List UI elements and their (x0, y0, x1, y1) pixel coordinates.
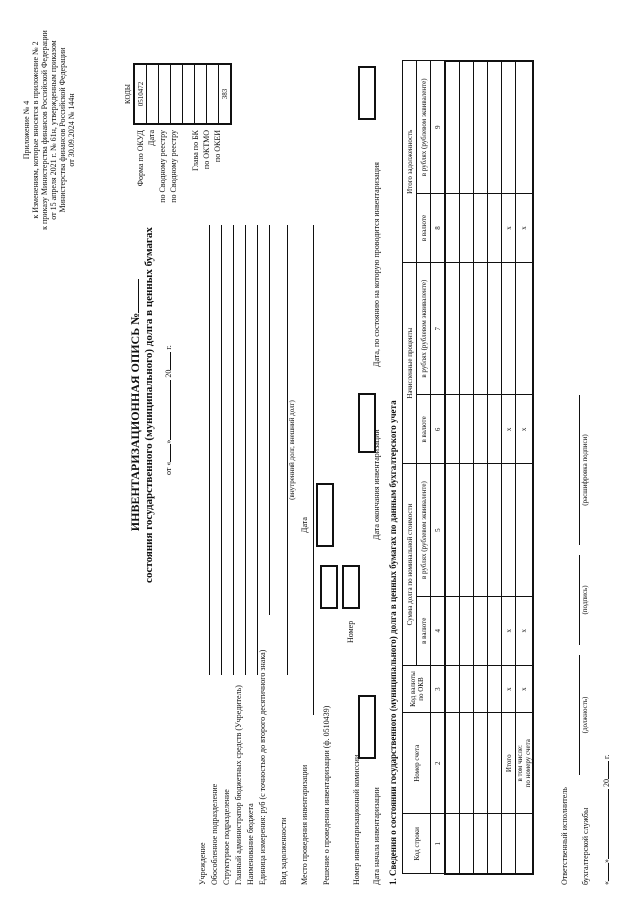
appendix-line: к приказу Министерства финансов Российской Федерации (40, 30, 49, 230)
cell[interactable] (445, 464, 460, 596)
appendix-line: от 30.09.2024 № 144н (67, 93, 76, 167)
sign-line[interactable] (569, 555, 580, 645)
cell[interactable] (445, 713, 460, 814)
col-sub-currency: в валюте (417, 395, 431, 464)
col-num: 8 (431, 194, 446, 263)
cell[interactable] (474, 194, 488, 263)
cell[interactable] (474, 395, 488, 464)
cell[interactable] (488, 262, 502, 394)
cell[interactable] (488, 61, 502, 194)
field-row (210, 225, 222, 885)
state-date-label: Дата, по состоянию на которую проводится инвентаризация (372, 162, 381, 367)
decision-date-label: Дата (300, 517, 309, 533)
including-label (516, 713, 534, 814)
code-label: по ОКЕИ (213, 130, 222, 163)
cell[interactable] (460, 713, 474, 814)
cell[interactable] (502, 814, 516, 874)
decision-number-box[interactable] (320, 565, 338, 609)
total-label (502, 713, 516, 814)
field-line[interactable] (222, 225, 234, 675)
okei-code: 383 (219, 64, 232, 124)
cell-x: x (516, 596, 534, 665)
cell[interactable] (445, 262, 460, 394)
col-num: 2 (431, 713, 446, 814)
appendix-note (22, 5, 76, 255)
sign-caption: (подпись) (581, 585, 589, 615)
blank-code (183, 64, 195, 124)
col-num: 5 (431, 464, 446, 596)
cell[interactable] (460, 596, 474, 665)
cell[interactable] (474, 61, 488, 194)
code-label: Глава по БК (191, 130, 200, 171)
field-label: Единица измерения: руб (с точностью до второго десятичного знака) (258, 649, 267, 885)
codes-block (122, 63, 232, 203)
cell[interactable] (474, 262, 488, 394)
cell[interactable] (445, 194, 460, 263)
signature-sign (569, 555, 590, 645)
decision-number-box-2[interactable] (342, 565, 360, 609)
cell-x: x (502, 194, 516, 263)
field-line[interactable] (258, 225, 270, 615)
cell[interactable] (445, 665, 460, 713)
cell[interactable] (460, 665, 474, 713)
decision-number-label: Номер (346, 620, 355, 643)
code-label: по Сводному реестру (169, 130, 178, 203)
code-label: по Сводному реестру (158, 130, 167, 203)
appendix-line: Министерства финансов Российской Федерации (58, 47, 67, 213)
field-label: Главный администратор бюджетных средств (Учредитель) (234, 685, 243, 885)
date-g: г. (602, 754, 611, 759)
cell[interactable] (488, 194, 502, 263)
cell[interactable] (460, 814, 474, 874)
debt-table (402, 60, 534, 875)
cell[interactable] (474, 596, 488, 665)
cell[interactable] (460, 395, 474, 464)
decision-date-box[interactable] (316, 483, 334, 547)
col-header-account: Номер счета (403, 713, 431, 814)
cell-x: x (516, 665, 534, 713)
col-num: 7 (431, 262, 446, 394)
table-row-total (502, 61, 516, 874)
cell[interactable] (516, 61, 534, 194)
code-labels (136, 130, 222, 230)
col-sub-rubles: в рублях (рублевом эквиваленте) (417, 61, 431, 194)
cell[interactable] (502, 262, 516, 394)
cell[interactable] (516, 262, 534, 394)
appendix-line: Приложение № 4 (22, 100, 31, 160)
appendix-line: к Изменениям, которые вносятся в приложение № 2 (31, 41, 40, 219)
table-row (474, 61, 488, 874)
section1-title: 1. Сведения о состоянии государственного (муниципального) долга в ценных бумагах по данным бухгалтерского учета (388, 400, 398, 885)
field-row (222, 225, 234, 885)
field-label: Обособленное подразделение (210, 783, 219, 885)
signature-date (602, 395, 611, 885)
date-quote: » (602, 859, 611, 863)
code-label: Форма по ОКУД (136, 130, 145, 187)
cell[interactable] (474, 713, 488, 814)
col-num: 1 (431, 814, 446, 874)
cell[interactable] (474, 814, 488, 874)
field-row (270, 225, 288, 885)
cell[interactable] (488, 814, 502, 874)
place-line[interactable] (300, 225, 314, 715)
cell-x: x (502, 596, 516, 665)
cell[interactable] (516, 464, 534, 596)
decode-line[interactable] (569, 395, 580, 545)
cell-x: x (502, 665, 516, 713)
table-row-including (516, 61, 534, 874)
registry-code (171, 64, 183, 124)
commission-label: Номер инвентаризационной комиссии (352, 754, 361, 885)
cell[interactable] (445, 395, 460, 464)
field-line[interactable] (234, 225, 246, 675)
date-code (147, 64, 159, 124)
date-quote: « (602, 881, 611, 885)
field-row (198, 225, 210, 885)
field-line[interactable] (246, 225, 258, 675)
signature-position (569, 655, 590, 775)
col-num: 4 (431, 596, 446, 665)
field-label: Вид задолженности (279, 817, 288, 885)
cell[interactable] (445, 61, 460, 194)
col-header-code: Код строки (403, 814, 431, 874)
position-caption: (должность) (581, 696, 589, 734)
signature-role: Ответственный исполнитель (560, 787, 569, 885)
table-row (460, 61, 474, 874)
field-row (300, 225, 314, 885)
signature-line-row (569, 395, 590, 885)
table-row (445, 61, 460, 874)
total-text: Итого (504, 754, 513, 773)
start-date-label: Дата начала инвентаризации (372, 787, 381, 885)
form-title: ИНВЕНТАРИЗАЦИОННАЯ ОПИСЬ № (128, 205, 143, 605)
col-num: 3 (431, 665, 446, 713)
form-date: от «» 20 г. (164, 345, 173, 475)
by-account-text: по номеру счета (524, 739, 532, 788)
col-group-total: Итого задолженность (403, 61, 417, 262)
field-row (246, 225, 258, 885)
position-line[interactable] (569, 655, 580, 775)
cell[interactable] (460, 464, 474, 596)
end-date-label: Дата окончания инвентаризации (372, 429, 381, 540)
field-label: Структурное подразделение (222, 789, 231, 885)
cell[interactable] (474, 665, 488, 713)
registry-code (159, 64, 171, 124)
cell-x: x (516, 194, 534, 263)
codes-table (122, 63, 232, 125)
field-row (234, 225, 246, 885)
codes-header: КОДЫ (123, 83, 132, 105)
signature-block (560, 395, 611, 885)
col-group-interest: Начисленные проценты (403, 262, 417, 463)
cell[interactable] (445, 596, 460, 665)
cell-x: x (502, 395, 516, 464)
col-group-nominal: Сумма долга по номинальной стоимости (403, 464, 417, 665)
date-year: 20 (602, 779, 611, 787)
decision-label: Решение о проведении инвентаризации (ф. 0510439) (322, 705, 331, 885)
oktmo-code (207, 64, 219, 124)
col-sub-currency: в валюте (417, 596, 431, 665)
cell[interactable] (488, 596, 502, 665)
cell[interactable] (460, 194, 474, 263)
end-date-box[interactable] (358, 393, 376, 453)
bk-code (195, 64, 207, 124)
cell[interactable] (488, 464, 502, 596)
field-line[interactable] (210, 225, 222, 675)
cell[interactable] (488, 395, 502, 464)
col-header-currency-code: Код валюты по ОКВ (403, 665, 431, 713)
cell[interactable] (516, 814, 534, 874)
appendix-line: от 15 апреля 2021 г. № 61н, утвержденным приказом (49, 40, 58, 220)
field-row (258, 225, 270, 885)
decode-caption: (расшифровка подписи) (581, 434, 589, 506)
place-label: Место проведения инвентаризации (300, 764, 309, 885)
field-line[interactable] (198, 225, 210, 675)
cell[interactable] (460, 262, 474, 394)
col-sub-rubles: в рублях (рублевом эквиваленте) (417, 464, 431, 596)
field-label: Учреждение (198, 842, 207, 885)
cell[interactable] (474, 464, 488, 596)
debt-hint: (внутренний долг, внешний долг) (288, 400, 296, 500)
okud-code: 0510472 (134, 64, 147, 124)
col-sub-currency: в валюте (417, 194, 431, 263)
col-num: 6 (431, 395, 446, 464)
cell[interactable] (488, 665, 502, 713)
including-text: в том числе: (516, 745, 524, 782)
signature-decode (569, 395, 590, 545)
col-sub-rubles: в рублях (рублевом эквиваленте) (417, 262, 431, 394)
col-num: 9 (431, 61, 446, 194)
state-date-box[interactable] (358, 66, 376, 120)
cell[interactable] (445, 814, 460, 874)
cell[interactable] (502, 61, 516, 194)
signature-role: бухгалтерской службы (581, 807, 590, 885)
code-label: Дата (147, 130, 156, 146)
fields-block (198, 225, 314, 885)
form-subtitle: состояния государственного (муниципального) долга в ценных бумагах (143, 227, 155, 583)
field-label: Наименование бюджета (246, 803, 255, 885)
table-row (488, 61, 502, 874)
cell[interactable] (488, 713, 502, 814)
cell-x: x (516, 395, 534, 464)
start-date-box[interactable] (358, 695, 376, 759)
cell[interactable] (502, 464, 516, 596)
cell[interactable] (460, 61, 474, 194)
code-label: по ОКТМО (202, 130, 211, 170)
